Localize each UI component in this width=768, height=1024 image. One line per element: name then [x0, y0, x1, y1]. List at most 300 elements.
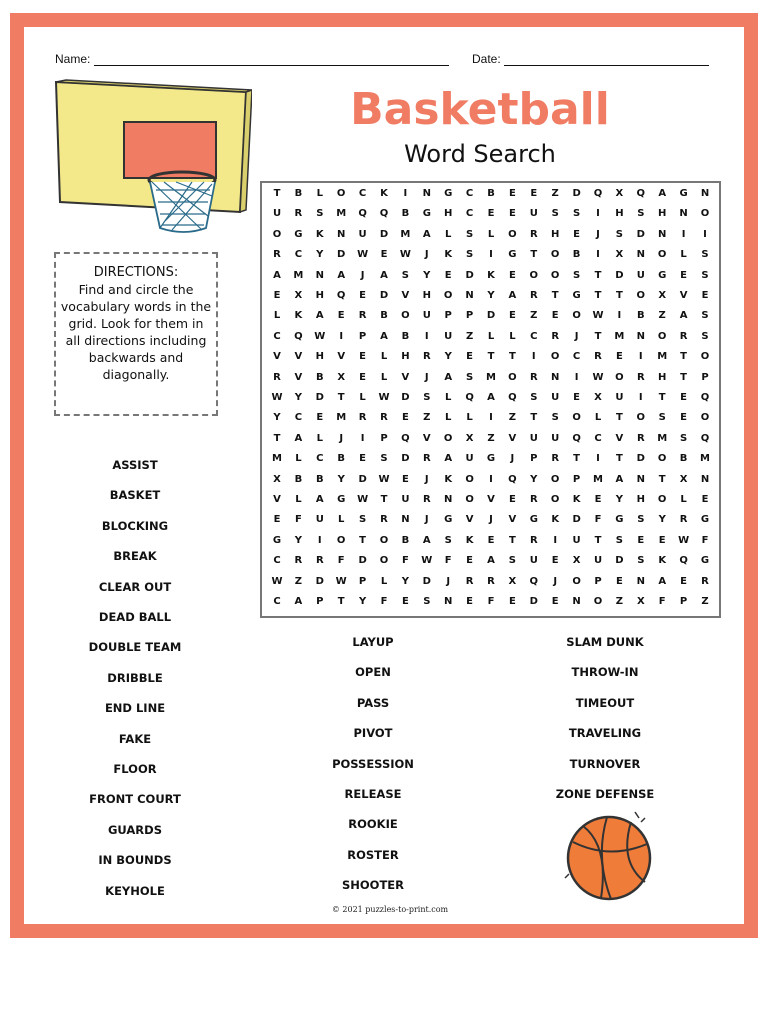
grid-letter: D: [379, 290, 389, 301]
grid-letter: W: [378, 392, 390, 403]
grid-letter: J: [510, 453, 515, 465]
grid-letter: B: [315, 473, 324, 485]
grid-letter: E: [508, 494, 516, 505]
grid-letter: E: [401, 412, 409, 424]
grid-letter: Y: [615, 494, 624, 505]
grid-letter: R: [380, 514, 388, 526]
grid-letter: Z: [658, 310, 666, 322]
grid-letter: E: [701, 494, 709, 505]
grid-letter: T: [594, 290, 602, 301]
word-list-item: DRIBBLE: [107, 670, 163, 685]
grid-letter: T: [359, 534, 366, 546]
grid-letter: D: [572, 514, 581, 526]
grid-letter: Y: [401, 575, 410, 587]
grid-letter: O: [572, 310, 581, 322]
grid-letter: E: [487, 534, 495, 546]
grid-letter: M: [336, 412, 347, 424]
grid-letter: O: [550, 494, 560, 505]
grid-letter: Z: [701, 596, 709, 607]
grid-letter: Q: [508, 392, 517, 403]
grid-letter: C: [294, 412, 303, 424]
grid-letter: L: [359, 392, 366, 403]
grid-letter: M: [700, 453, 710, 465]
grid-letter: V: [508, 432, 517, 444]
grid-letter: A: [487, 392, 495, 403]
grid-letter: U: [572, 534, 581, 546]
grid-letter: V: [615, 432, 624, 444]
grid-letter: J: [574, 330, 579, 342]
grid-letter: H: [658, 371, 667, 383]
grid-letter: E: [466, 351, 474, 363]
grid-letter: N: [636, 249, 645, 261]
grid-letter: E: [508, 269, 516, 281]
grid-letter: P: [679, 596, 688, 607]
grid-letter: M: [400, 228, 411, 240]
grid-letter: S: [615, 228, 623, 240]
word-list-item: FLOOR: [113, 762, 157, 776]
grid-letter: N: [444, 494, 453, 505]
grid-letter: L: [295, 453, 302, 465]
grid-letter: D: [358, 555, 367, 567]
grid-letter: A: [679, 310, 688, 322]
grid-letter: U: [529, 432, 538, 444]
grid-letter: O: [336, 188, 346, 199]
grid-letter: L: [509, 330, 516, 342]
word-list-item: ROSTER: [347, 847, 399, 862]
grid-letter: O: [336, 534, 346, 546]
word-list-item: PASS: [356, 695, 390, 710]
grid-letter: N: [700, 188, 710, 199]
grid-letter: W: [399, 249, 411, 261]
directions-text: Find and circle the vocabulary words in the grid. Look for them in all directions including backwards and diagonally.: [60, 282, 212, 382]
grid-letter: T: [615, 290, 623, 301]
word-list-item: RELEASE: [344, 787, 402, 801]
grid-letter: A: [508, 290, 517, 301]
grid-letter: O: [508, 228, 517, 240]
directions-box: [54, 252, 218, 416]
grid-letter: O: [700, 208, 710, 220]
grid-letter: T: [680, 371, 687, 383]
grid-letter: I: [489, 249, 493, 261]
copyright-text: © 2021 puzzles-to-print.com: [331, 905, 449, 914]
grid-letter: R: [380, 412, 388, 424]
word-list-item: ZONE DEFENSE: [555, 787, 655, 801]
grid-letter: E: [658, 534, 666, 546]
grid-letter: I: [617, 310, 622, 322]
grid-letter: E: [530, 188, 538, 199]
grid-letter: G: [529, 514, 538, 526]
grid-letter: F: [401, 555, 409, 567]
grid-letter: U: [529, 208, 538, 220]
grid-letter: C: [594, 432, 602, 444]
word-list-item: DEAD BALL: [98, 610, 172, 624]
grid-letter: F: [701, 534, 709, 546]
grid-letter: Z: [465, 330, 474, 342]
grid-letter: Z: [487, 432, 495, 444]
grid-letter: Y: [294, 534, 303, 546]
grid-letter: Y: [294, 392, 303, 403]
grid-letter: Y: [530, 473, 538, 485]
grid-letter: W: [357, 249, 369, 261]
grid-letter: A: [422, 228, 431, 240]
grid-letter: T: [530, 412, 538, 424]
grid-letter: T: [273, 432, 281, 444]
grid-letter: V: [508, 514, 517, 526]
grid-letter: I: [574, 371, 579, 383]
grid-letter: J: [424, 371, 429, 383]
grid-letter: D: [315, 392, 324, 403]
grid-letter: G: [444, 514, 453, 526]
grid-letter: I: [317, 534, 322, 546]
grid-letter: D: [337, 249, 346, 261]
grid-letter: G: [444, 188, 453, 199]
grid-letter: E: [401, 473, 409, 485]
grid-letter: E: [359, 371, 367, 383]
grid-letter: I: [403, 188, 408, 199]
grid-letter: W: [592, 310, 604, 322]
grid-letter: C: [358, 188, 367, 199]
grid-letter: T: [337, 392, 345, 403]
grid-letter: Y: [273, 412, 281, 424]
grid-letter: N: [401, 514, 410, 526]
grid-letter: S: [637, 514, 645, 526]
grid-letter: P: [380, 432, 388, 444]
grid-letter: K: [572, 494, 581, 505]
grid-letter: K: [551, 514, 560, 526]
grid-letter: F: [294, 514, 302, 526]
grid-letter: D: [636, 228, 645, 240]
grid-letter: Z: [294, 575, 303, 587]
grid-letter: J: [424, 514, 429, 526]
grid-letter: E: [680, 412, 688, 424]
grid-letter: H: [636, 494, 645, 505]
grid-letter: D: [422, 575, 431, 587]
grid-letter: E: [508, 208, 516, 220]
grid-letter: L: [295, 494, 302, 505]
word-list-item: TIMEOUT: [575, 695, 635, 710]
grid-letter: I: [596, 208, 600, 220]
grid-letter: B: [679, 453, 688, 465]
grid-letter: M: [657, 351, 668, 363]
grid-letter: L: [466, 412, 473, 424]
grid-letter: L: [445, 412, 452, 424]
grid-letter: S: [380, 453, 388, 465]
word-list-item: ROOKIE: [348, 817, 398, 832]
grid-letter: B: [380, 310, 388, 322]
grid-letter: L: [445, 392, 452, 403]
grid-letter: P: [358, 575, 367, 587]
word-list-item: BLOCKING: [101, 518, 169, 533]
grid-letter: D: [636, 453, 645, 465]
grid-letter: R: [529, 371, 538, 383]
grid-letter: N: [315, 269, 324, 281]
grid-letter: N: [551, 371, 560, 383]
grid-letter: R: [358, 310, 367, 322]
grid-letter: O: [379, 534, 389, 546]
grid-letter: X: [294, 290, 303, 301]
grid-letter: E: [508, 596, 516, 607]
grid-letter: B: [636, 310, 645, 322]
grid-letter: E: [615, 351, 623, 363]
grid-letter: S: [358, 514, 367, 526]
grid-letter: I: [553, 534, 558, 546]
grid-letter: V: [294, 351, 303, 363]
grid-letter: O: [700, 351, 710, 363]
grid-letter: S: [701, 269, 709, 281]
grid-letter: P: [444, 310, 452, 322]
grid-letter: D: [572, 188, 581, 199]
grid-letter: E: [380, 249, 388, 261]
grid-letter: G: [486, 453, 496, 465]
grid-letter: E: [466, 596, 474, 607]
grid-letter: O: [465, 494, 474, 505]
grid-letter: Y: [423, 269, 431, 281]
name-label: Name:: [55, 52, 91, 66]
word-list-item: TRAVELING: [568, 726, 642, 741]
grid-letter: A: [658, 575, 667, 587]
grid-letter: K: [658, 555, 667, 567]
grid-letter: R: [358, 412, 367, 424]
grid-letter: R: [551, 453, 560, 465]
grid-letter: P: [572, 473, 581, 485]
grid-letter: M: [486, 371, 496, 383]
grid-letter: P: [358, 330, 367, 342]
grid-letter: R: [529, 494, 538, 505]
grid-letter: T: [380, 494, 388, 505]
grid-letter: T: [658, 473, 666, 485]
grid-letter: Q: [465, 392, 474, 403]
grid-letter: O: [272, 228, 282, 240]
grid-letter: P: [594, 575, 602, 587]
grid-letter: V: [465, 514, 474, 526]
grid-letter: E: [680, 269, 688, 281]
grid-letter: E: [359, 351, 367, 363]
grid-letter: L: [680, 249, 687, 261]
grid-letter: D: [465, 269, 474, 281]
grid-letter: E: [701, 290, 709, 301]
grid-letter: G: [700, 555, 710, 567]
grid-letter: Y: [316, 249, 324, 261]
grid-letter: I: [638, 351, 643, 363]
grid-letter: O: [572, 575, 581, 587]
grid-letter: L: [380, 575, 388, 587]
grid-letter: O: [550, 351, 560, 363]
grid-letter: A: [273, 269, 281, 281]
grid-letter: M: [657, 432, 668, 444]
word-list-item: IN BOUNDS: [98, 853, 172, 868]
grid-letter: G: [679, 188, 688, 199]
grid-letter: O: [401, 310, 410, 322]
grid-letter: E: [508, 310, 516, 322]
grid-letter: M: [336, 208, 347, 220]
grid-letter: R: [701, 575, 709, 587]
grid-letter: E: [401, 596, 409, 607]
grid-letter: S: [551, 208, 559, 220]
grid-letter: O: [508, 371, 517, 383]
word-list-item: FAKE: [118, 731, 152, 746]
grid-letter: D: [615, 269, 624, 281]
grid-letter: A: [294, 432, 303, 444]
grid-letter: I: [339, 330, 344, 342]
grid-letter: W: [378, 473, 390, 485]
grid-letter: B: [401, 208, 410, 220]
grid-letter: B: [315, 371, 324, 383]
grid-letter: S: [572, 269, 581, 281]
grid-letter: E: [508, 188, 516, 199]
grid-letter: R: [422, 494, 431, 505]
grid-letter: S: [423, 596, 431, 607]
basketball-hoop-icon: [52, 78, 252, 238]
grid-letter: Q: [700, 432, 710, 444]
grid-letter: O: [657, 453, 667, 465]
grid-letter: T: [658, 392, 666, 403]
grid-letter: O: [593, 596, 603, 607]
grid-letter: H: [422, 290, 431, 301]
grid-letter: M: [272, 453, 282, 465]
grid-letter: O: [550, 473, 560, 485]
grid-letter: T: [273, 188, 281, 199]
grid-letter: D: [615, 555, 624, 567]
grid-letter: J: [446, 575, 451, 587]
grid-letter: U: [529, 555, 538, 567]
grid-letter: S: [572, 208, 581, 220]
grid-letter: J: [360, 269, 365, 281]
grid-letter: R: [422, 453, 431, 465]
grid-letter: L: [445, 228, 452, 240]
grid-letter: B: [294, 188, 303, 199]
grid-letter: I: [360, 432, 365, 444]
grid-letter: N: [700, 473, 710, 485]
grid-letter: S: [701, 330, 709, 342]
grid-letter: P: [530, 453, 538, 465]
grid-letter: K: [294, 310, 303, 322]
grid-letter: T: [508, 534, 516, 546]
grid-letter: B: [294, 473, 303, 485]
grid-letter: O: [657, 249, 667, 261]
grid-letter: U: [551, 392, 560, 403]
grid-letter: E: [487, 208, 495, 220]
grid-letter: L: [487, 228, 495, 240]
grid-letter: C: [294, 249, 303, 261]
grid-letter: N: [422, 188, 431, 199]
grid-letter: E: [337, 310, 345, 322]
grid-letter: G: [508, 249, 517, 261]
grid-letter: Q: [401, 432, 410, 444]
grid-letter: H: [315, 351, 324, 363]
grid-letter: R: [551, 330, 560, 342]
grid-letter: B: [401, 330, 410, 342]
grid-letter: E: [551, 310, 559, 322]
grid-letter: J: [553, 575, 558, 587]
grid-letter: K: [380, 188, 388, 199]
grid-letter: W: [357, 494, 369, 505]
grid-letter: W: [592, 371, 604, 383]
grid-letter: S: [401, 269, 409, 281]
grid-letter: D: [401, 453, 410, 465]
grid-letter: N: [572, 596, 581, 607]
grid-letter: O: [379, 555, 389, 567]
grid-letter: Q: [379, 208, 389, 220]
grid-letter: C: [530, 330, 538, 342]
grid-letter: N: [658, 228, 667, 240]
grid-letter: C: [316, 453, 324, 465]
grid-letter: I: [531, 351, 536, 363]
grid-letter: U: [422, 310, 431, 322]
grid-letter: P: [701, 371, 709, 383]
grid-letter: T: [594, 534, 602, 546]
grid-letter: F: [658, 596, 666, 607]
grid-letter: O: [700, 412, 710, 424]
grid-letter: B: [487, 188, 495, 199]
grid-letter: J: [339, 432, 344, 444]
grid-letter: X: [508, 575, 517, 587]
grid-letter: R: [422, 351, 431, 363]
grid-letter: C: [273, 330, 281, 342]
word-list-item: GUARDS: [107, 822, 162, 837]
grid-letter: G: [422, 208, 431, 220]
grid-letter: W: [271, 575, 283, 587]
grid-letter: S: [637, 555, 645, 567]
word-list-item: FRONT COURT: [89, 792, 181, 807]
grid-letter: R: [487, 575, 495, 587]
grid-letter: E: [273, 514, 281, 526]
word-list-item: CLEAR OUT: [98, 579, 172, 594]
grid-letter: N: [636, 473, 645, 485]
grid-letter: T: [487, 351, 495, 363]
grid-letter: G: [272, 534, 282, 546]
grid-letter: R: [465, 575, 474, 587]
grid-letter: G: [337, 494, 346, 505]
grid-letter: I: [424, 330, 429, 342]
grid-letter: S: [444, 534, 452, 546]
grid-letter: R: [294, 555, 303, 567]
grid-letter: Q: [636, 188, 646, 199]
word-list-item: END LINE: [104, 701, 166, 716]
word-list-item: KEYHOLE: [105, 883, 165, 898]
grid-letter: L: [487, 330, 495, 342]
grid-letter: U: [272, 208, 282, 220]
grid-letter: G: [572, 290, 581, 301]
date-field: [472, 52, 709, 66]
grid-letter: K: [444, 473, 453, 485]
grid-letter: Q: [700, 392, 710, 403]
grid-letter: H: [551, 228, 560, 240]
grid-letter: Z: [551, 188, 559, 199]
grid-letter: L: [316, 188, 323, 199]
grid-letter: P: [316, 596, 324, 607]
grid-letter: H: [658, 208, 667, 220]
grid-letter: V: [487, 494, 495, 505]
word-list-item: SHOOTER: [341, 878, 404, 893]
grid-letter: O: [636, 412, 646, 424]
grid-letter: O: [657, 330, 667, 342]
grid-letter: E: [359, 453, 367, 465]
grid-letter: I: [489, 412, 493, 424]
grid-letter: A: [294, 596, 303, 607]
grid-letter: J: [424, 473, 429, 485]
grid-letter: L: [680, 494, 687, 505]
grid-letter: E: [615, 575, 623, 587]
grid-letter: P: [465, 310, 474, 322]
grid-letter: U: [358, 228, 367, 240]
grid-letter: L: [338, 514, 345, 526]
grid-letter: Q: [529, 575, 539, 587]
grid-letter: O: [443, 290, 453, 301]
grid-letter: J: [424, 249, 429, 261]
grid-letter: X: [658, 290, 667, 301]
grid-letter: F: [444, 555, 452, 567]
grid-letter: V: [273, 351, 281, 363]
